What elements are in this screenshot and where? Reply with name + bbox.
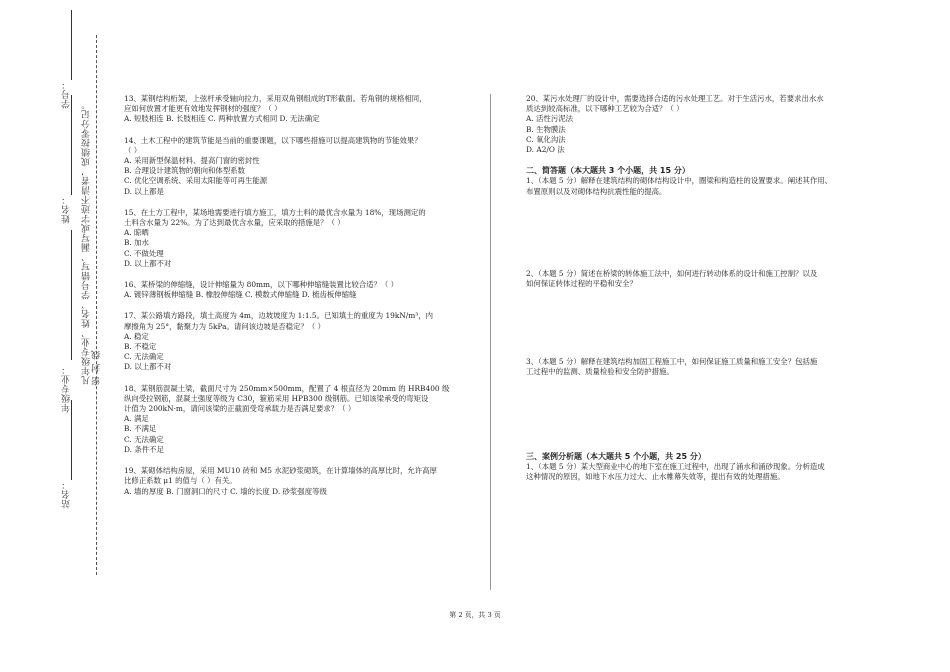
q14-option-c: C. 优化空调系统、采用太阳能等可再生能源	[124, 176, 268, 186]
question-19	[124, 466, 476, 497]
q19-options: A. 墙的厚度 B. 门窗洞口的尺寸 C. 墙的长度 D. 砂浆强度等级	[124, 486, 327, 496]
q18-option-c: C. 无法确定	[124, 434, 164, 444]
s1-line2: 布置原则以及对砌体结构抗震性能的提高。	[526, 186, 667, 196]
q17-option-d: D. 以上都不对	[124, 362, 172, 372]
q18-stem-line3: 计值为 200kN·m，请问该梁的正截面受弯承载力是否满足要求？（ ）	[124, 404, 356, 414]
page-footer: 第 2 页，共 3 页	[449, 611, 501, 619]
q20-option-a: A. 活性污泥法	[526, 114, 573, 124]
question-18	[124, 384, 476, 455]
q19-stem-line2: 比修正系数 μ1 的值与（ ）有关。	[124, 476, 237, 486]
xuehao-underline	[71, 10, 72, 80]
q20-stem-line2: 质达到较高标准，以下哪种工艺较为合适？（ ）	[526, 104, 684, 114]
q20-option-b: B. 生物膜法	[526, 124, 566, 134]
q17-option-c: C. 无法确定	[124, 352, 164, 362]
s2-line1: 2、（本题 5 分）简述在桥梁的转体施工法中，如何进行转动体系的设计和施工控制？以及	[526, 268, 818, 278]
seal-line-label: 密 封 线	[92, 350, 102, 386]
field-niaji: 年级专业：	[62, 365, 72, 413]
q18-stem-line1: 18、某钢筋混凝土梁，截面尺寸为 250mm×500mm，配置了 4 根直径为 20mm 的 HRB400 级	[124, 383, 450, 393]
q17-option-a: A. 稳定	[124, 331, 149, 341]
q16-options: A. 镀锌薄钢板伸缩缝 B. 橡胶伸缩缝 C. 模数式伸缩缝 D. 梳齿板伸缩缝	[124, 290, 357, 300]
seal-dashed-line	[96, 35, 97, 575]
q14-option-a: A. 采用新型保温材料、提高门窗的密封性	[124, 156, 260, 166]
q20-option-d: D. A2/O 法	[526, 145, 565, 155]
s3-line2: 工过程中的监测、质量检验和安全防护措施。	[526, 367, 674, 377]
s2-line2: 如何保证转体过程的平稳和安全？	[526, 279, 637, 289]
question-17	[124, 311, 476, 372]
q14-option-0: （ ）	[124, 145, 142, 155]
question-16	[124, 280, 476, 300]
s3-line1: 3、（本题 5 分）解释在建筑结构加固工程施工中，如何保证施工质量和施工安全？包括施	[526, 357, 818, 367]
field-xingming: 姓名：	[62, 195, 72, 224]
right-column	[526, 94, 886, 482]
c1-line1: 1、（本题 5 分）某大型商业中心的地下室在施工过程中，出现了涌水和涌砂现象。分析造成	[526, 461, 825, 471]
zhanming-underline	[71, 400, 72, 480]
q15-option-a: A. 晾晒	[124, 228, 149, 238]
q17-option-b: B. 不稳定	[124, 342, 157, 352]
section-2-heading: 二、简答题（本大题共 3 个小题，共 15 分）	[526, 166, 690, 176]
section-3-heading: 三、案例分析题（本大题共 5 个小题，共 25 分）	[526, 451, 706, 461]
question-20	[526, 94, 886, 155]
niaji-underline	[71, 230, 72, 360]
q17-stem-line2: 摩擦角为 25°，黏聚力为 5kPa。请问该边坡是否稳定？（ ）	[124, 321, 325, 331]
q14-option-d: D. 以上都是	[124, 186, 164, 196]
case-analysis-1	[526, 462, 886, 482]
binding-notice: 凡年级专业、姓名、学号错写、漏写或字迹不清者，成绩按零分记。	[82, 100, 92, 385]
q15-option-b: B. 加水	[124, 238, 149, 248]
field-xuehao: 学号：	[62, 80, 72, 109]
q18-option-d: D. 条件不足	[124, 444, 164, 454]
q15-option-d: D. 以上都不对	[124, 258, 172, 268]
q15-stem-line1: 15、在土方工程中，某场地需要进行填方施工，填方土料的最优含水量为 18%，现场测定的	[124, 207, 426, 217]
question-15	[124, 208, 476, 269]
short-answer-2	[526, 269, 886, 289]
q20-option-c: C. 氧化沟法	[526, 134, 566, 144]
column-divider	[490, 94, 491, 590]
q18-option-b: B. 不满足	[124, 424, 157, 434]
q13-stem-line2: 应如何放置才能更有效地发挥钢材的强度？（ ）	[124, 104, 282, 114]
question-14	[124, 136, 476, 197]
xingming-underline	[71, 95, 72, 195]
field-zhanming: 站名：	[62, 480, 72, 509]
q15-option-c: C. 不做处理	[124, 248, 164, 258]
q18-option-a: A. 满足	[124, 414, 149, 424]
q20-stem-line1: 20、某污水处理厂的设计中，需要选择合适的污水处理工艺。对于生活污水，若要求出水水	[526, 94, 824, 103]
left-column	[124, 94, 476, 508]
q17-stem-line1: 17、某公路填方路段，填土高度为 4m，边坡坡度为 1:1.5。已知填土的重度为 19kN/m³，内	[124, 311, 434, 321]
c1-line2: 这种情况的原因，如地下水压力过大、止水帷幕失效等，提出有效的处理措施。	[526, 472, 785, 482]
q14-stem: 14、土木工程中的建筑节能是当前的重要课题，以下哪些措施可以提高建筑物的节能效果？	[124, 135, 422, 145]
short-answer-1	[526, 176, 886, 196]
q13-stem-line1: 13、某钢结构桁架，上弦杆承受轴向拉力，采用双角钢组成的T形截面。若角钢的规格相同，	[124, 94, 427, 103]
q13-options: A. 短肢相连 B. 长肢相连 C. 两种放置方式相同 D. 无法确定	[124, 114, 320, 124]
question-13	[124, 94, 476, 125]
q19-stem-line1: 19、某砌体结构房屋，采用 MU10 砖和 M5 水泥砂浆砌筑，在计算墙体的高厚比时，允许高厚	[124, 466, 437, 476]
q16-stem: 16、某桥梁的伸缩缝，设计伸缩量为 80mm，以下哪种伸缩缝装置比较合适？（ ）	[124, 280, 399, 290]
short-answer-3	[526, 357, 886, 377]
s1-line1: 1、（本题 5 分）解释在建筑结构的砌体结构设计中，圈梁和构造柱的设置要求。阐述其作用、	[526, 176, 833, 186]
q15-stem-line2: 土料含水量为 22%。为了达到最优含水量，应采取的措施是？（ ）	[124, 218, 345, 228]
q18-stem-line2: 纵向受拉钢筋，混凝土强度等级为 C30，箍筋采用 HPB300 级钢筋。已知该梁承受的弯矩设	[124, 393, 429, 403]
q14-option-b: B. 合理设计建筑物的朝向和体型系数	[124, 166, 245, 176]
